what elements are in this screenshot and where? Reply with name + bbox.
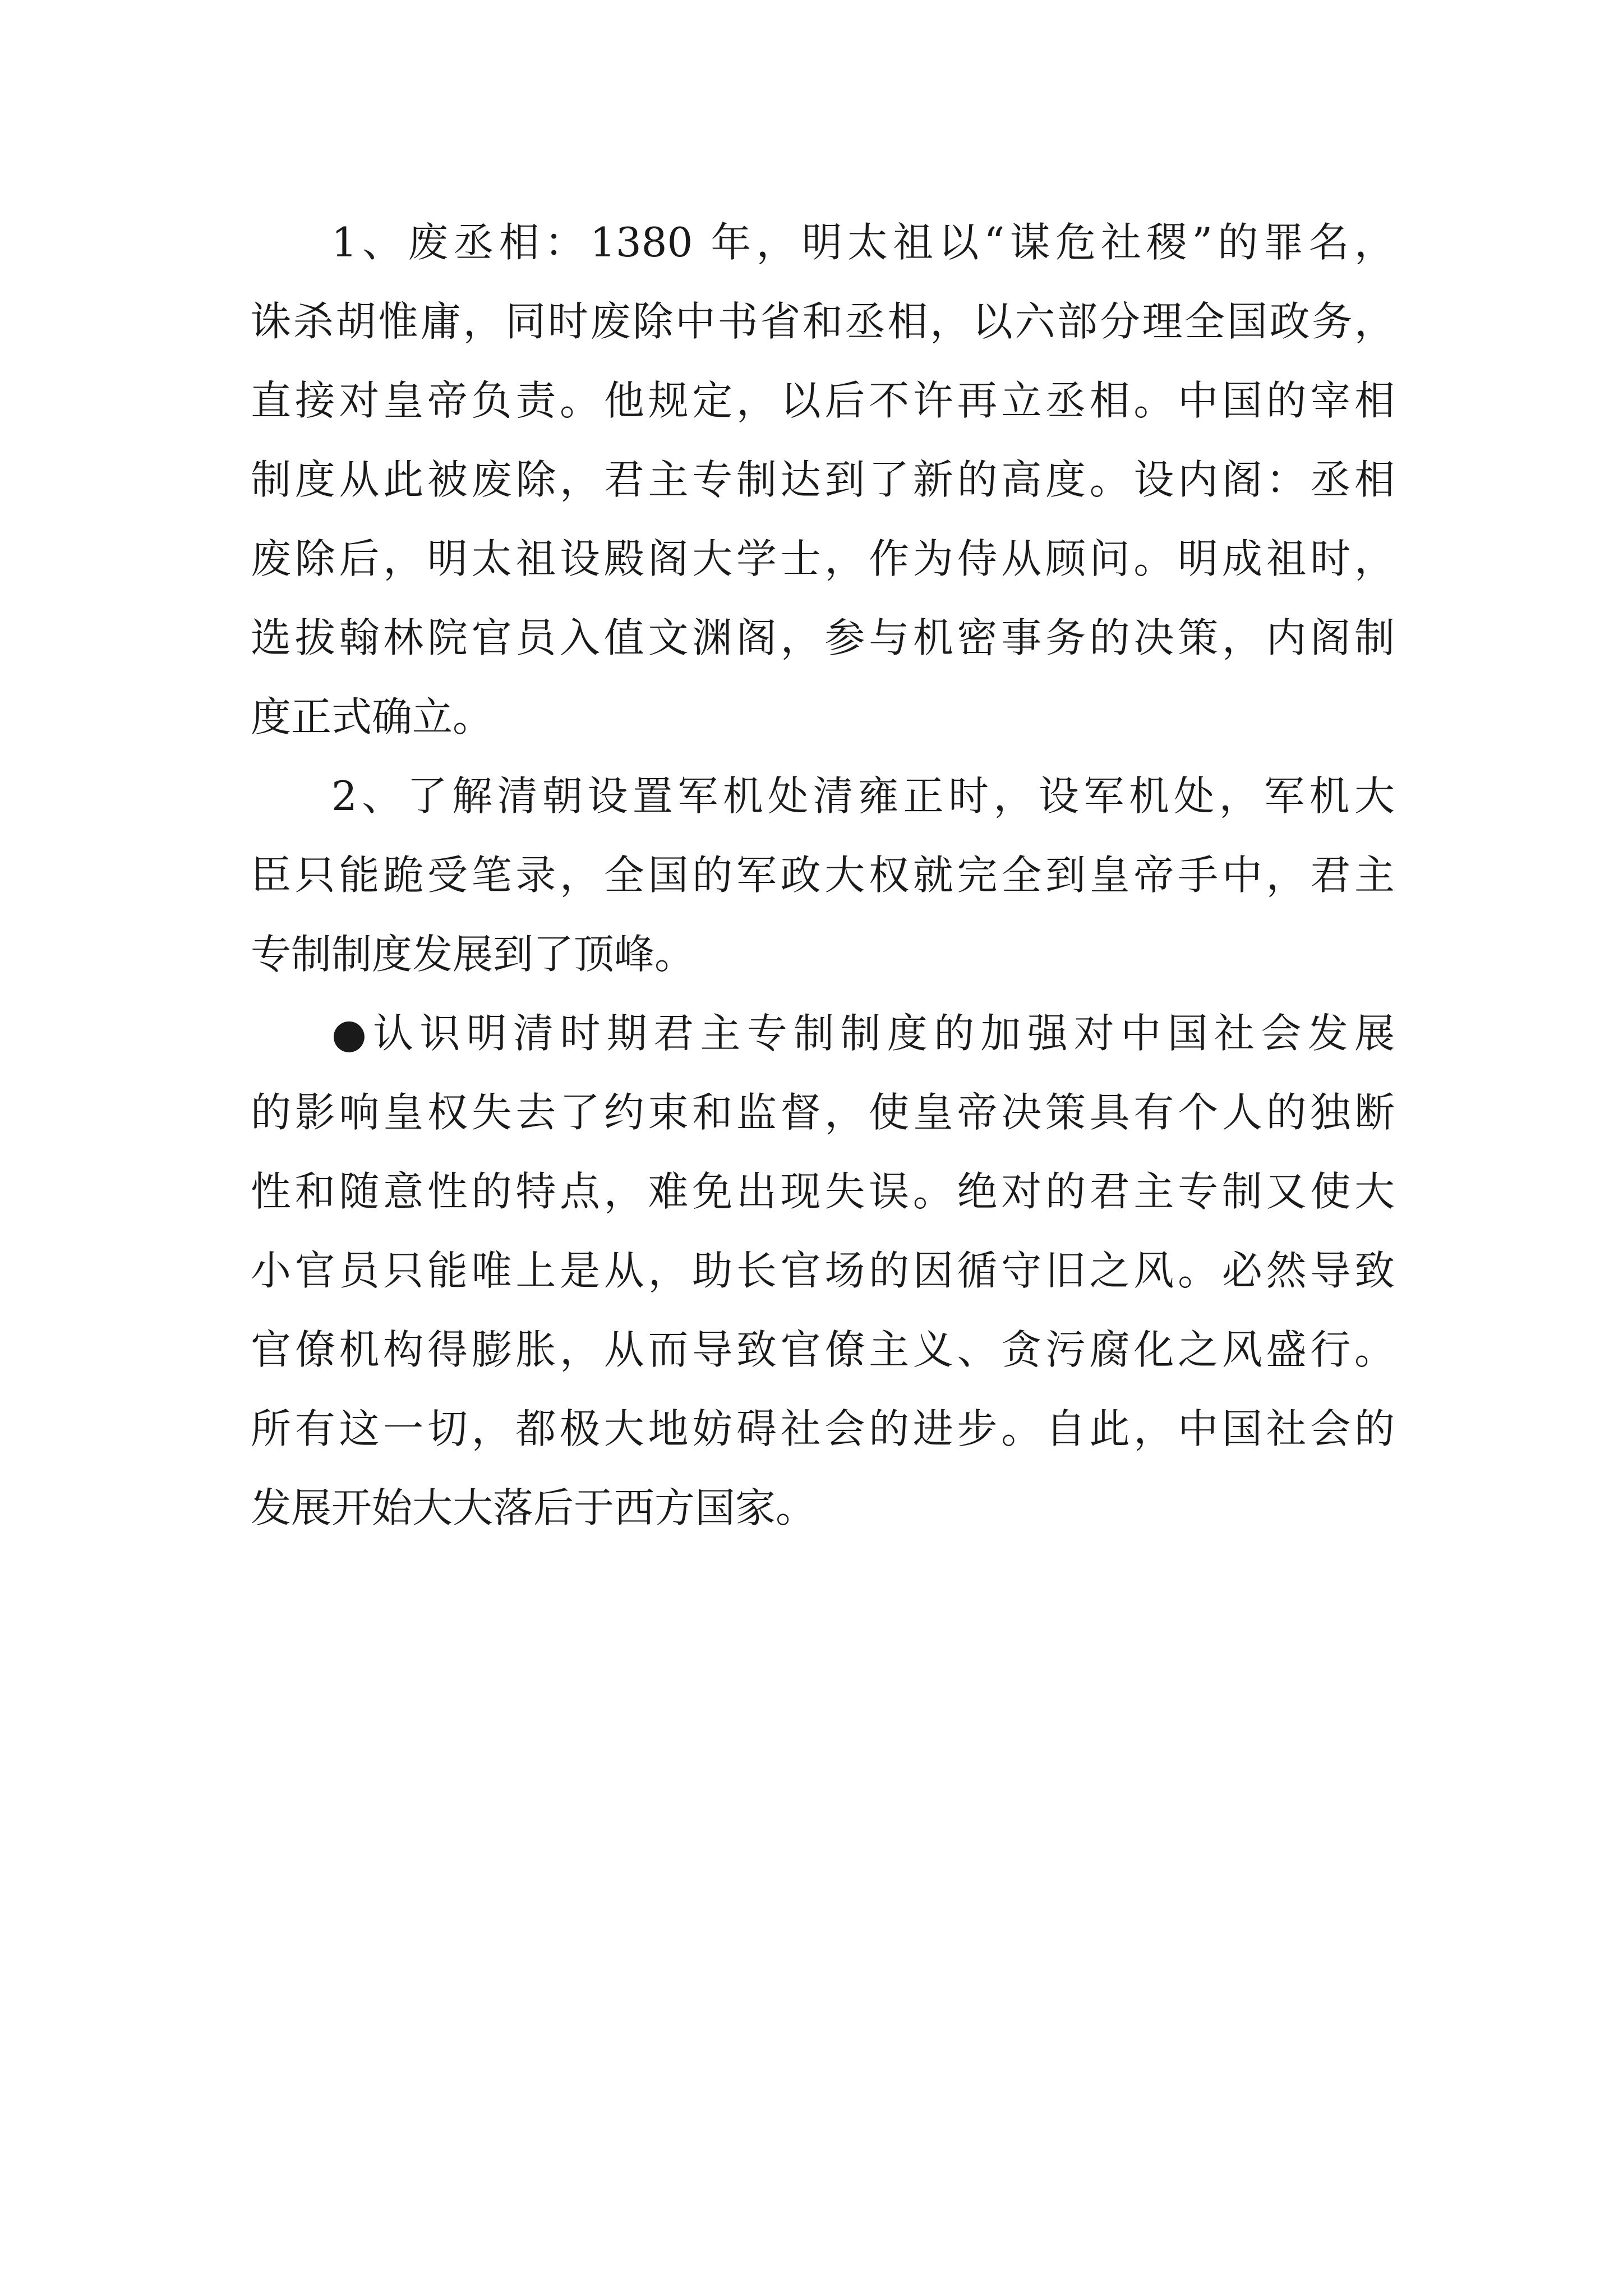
text-line: 度正式确立。 <box>251 693 494 740</box>
text-line: 发展开始大大落后于西方国家。 <box>251 1484 817 1531</box>
text-line: 选拔翰林院官员入值文渊阁，参与机密事务的决策，内阁制 <box>251 614 1395 661</box>
text-line: 性和随意性的特点，难免出现失误。绝对的君主专制又使大 <box>251 1168 1395 1215</box>
text-line: 制度从此被废除，君主专制达到了新的高度。设内阁：丞相 <box>251 456 1395 503</box>
text-line: 的影响皇权失去了约束和监督，使皇帝决策具有个人的独断 <box>251 1089 1395 1136</box>
paragraph-impact-on-society <box>251 994 1395 1548</box>
text-line: 所有这一切，都极大地妨碍社会的进步。自此，中国社会的 <box>251 1405 1395 1452</box>
text-line: 诛杀胡惟庸，同时废除中书省和丞相，以六部分理全国政务， <box>251 298 1395 345</box>
text-line: 1、废丞相：1380 年，明太祖以“谋危社稷”的罪名， <box>331 219 1395 266</box>
document-body <box>251 203 1395 1548</box>
text-line: 废除后，明太祖设殿阁大学士，作为侍从顾问。明成祖时， <box>251 535 1395 582</box>
paragraph-abolish-chancellor <box>251 203 1395 757</box>
text-line: 专制制度发展到了顶峰。 <box>251 931 695 978</box>
text-line: 直接对皇帝负责。他规定，以后不许再立丞相。中国的宰相 <box>251 377 1395 424</box>
paragraph-grand-council <box>251 757 1395 994</box>
text-line: 小官员只能唯上是从，助长官场的因循守旧之风。必然导致 <box>251 1247 1395 1294</box>
text-line: 官僚机构得膨胀，从而导致官僚主义、贪污腐化之风盛行。 <box>251 1326 1395 1373</box>
text-line: 2、了解清朝设置军机处清雍正时，设军机处，军机大 <box>331 772 1395 820</box>
text-line: ●认识明清时期君主专制制度的加强对中国社会发展 <box>331 1010 1395 1057</box>
text-line: 臣只能跪受笔录，全国的军政大权就完全到皇帝手中，君主 <box>251 852 1395 899</box>
